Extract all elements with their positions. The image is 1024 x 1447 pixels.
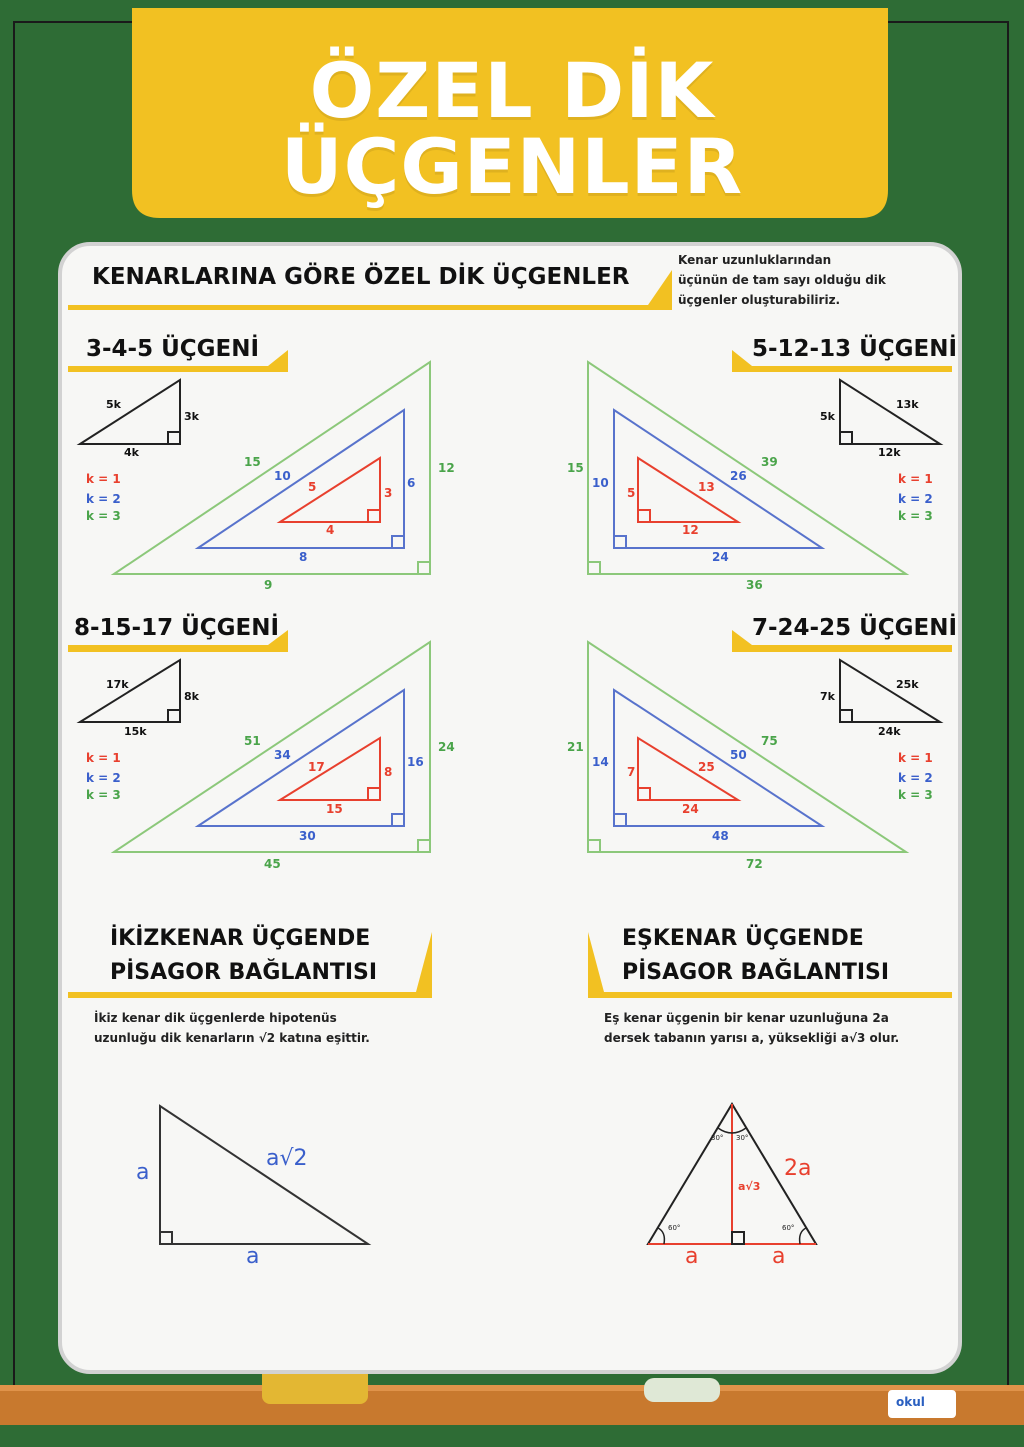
t72425-green-hyp: 75 [761,734,778,748]
t51213-blue-hyp: 26 [730,469,747,483]
t72425-red-leg: 7 [627,765,636,779]
t51213-k1: k = 1 [898,472,933,486]
t51213-k2: k = 2 [898,492,933,506]
t81517-blue-hyp: 34 [274,748,291,762]
equilateral-title-line-2: PİSAGOR BAĞLANTISI [622,960,890,985]
t81517-red-hyp: 17 [308,760,325,774]
t72425-blue-base: 48 [712,829,729,843]
equilateral-desc-line-1: Eş kenar üçgenin bir kenar uzunluğuna 2a [604,1011,889,1025]
t345-green-base: 9 [264,578,273,592]
equilateral-angle-top-right: 30° [736,1134,749,1142]
isosceles-base-label: a [246,1244,260,1269]
equilateral-half-right-label: a [772,1244,786,1269]
equilateral-angle-right: 60° [782,1224,795,1232]
t81517-k3: k = 3 [86,788,121,802]
intro-note-line-2: üçünün de tam sayı olduğu dik [678,273,886,287]
t51213-red-hyp: 13 [698,480,715,494]
t51213-small-base: 12k [878,446,901,459]
t81517-green-hyp: 51 [244,734,261,748]
t81517-title: 8-15-17 ÜÇGENİ [74,615,280,641]
t51213-green-base: 36 [746,578,763,592]
t345-red-hyp: 5 [308,480,317,494]
t345-k2: k = 2 [86,492,121,506]
intro-note-line-3: üçgenler oluşturabiliriz. [678,293,841,307]
t81517-small-leg: 8k [184,690,199,703]
t72425-small-leg: 7k [820,690,835,703]
t72425-red-base: 24 [682,802,699,816]
intro-note-line-1: Kenar uzunluklarından [678,253,832,267]
t345-small-hyp: 5k [106,398,121,411]
t72425-small-base: 24k [878,725,901,738]
t72425-green-leg: 21 [567,740,584,754]
t72425-small-hyp: 25k [896,678,919,691]
t51213-blue-base: 24 [712,550,729,564]
t345-small-leg: 3k [184,410,199,423]
isosceles-hyp-label: a√2 [266,1146,308,1171]
t72425-title: 7-24-25 ÜÇGENİ [752,615,958,641]
isosceles-desc-line-2: uzunluğu dik kenarların √2 katına eşittir. [94,1031,370,1045]
t345-blue-leg: 6 [407,476,416,490]
equilateral-angle-left: 60° [668,1224,681,1232]
equilateral-side-label: 2a [784,1156,812,1181]
t81517-blue-leg: 16 [407,755,424,769]
t72425-k2: k = 2 [898,771,933,785]
t72425-blue-leg: 14 [592,755,609,769]
t51213-small-hyp: 13k [896,398,919,411]
isosceles-leg-label: a [136,1160,150,1185]
t81517-k2: k = 2 [86,771,121,785]
t345-k3: k = 3 [86,509,121,523]
chalk-piece [644,1378,720,1402]
t81517-small-hyp: 17k [106,678,129,691]
t51213-red-leg: 5 [627,486,636,500]
t345-red-base: 4 [326,523,335,537]
t51213-k3: k = 3 [898,509,933,523]
t345-title: 3-4-5 ÜÇGENİ [86,336,260,362]
t81517-small-base: 15k [124,725,147,738]
t345-green-leg: 12 [438,461,455,475]
t81517-red-leg: 8 [384,765,393,779]
t345-small-base: 4k [124,446,139,459]
t51213-small-leg: 5k [820,410,835,423]
equilateral-desc-line-2: dersek tabanın yarısı a, yüksekliği a√3 olur. [604,1031,900,1045]
t81517-k1: k = 1 [86,751,121,765]
t345-red-leg: 3 [384,486,393,500]
t51213-red-base: 12 [682,523,699,537]
t72425-red-hyp: 25 [698,760,715,774]
title-line-2: ÜÇGENLER [280,122,744,211]
t81517-red-base: 15 [326,802,343,816]
ledge-highlight [0,1385,1024,1391]
t51213-green-leg: 15 [567,461,584,475]
t51213-green-hyp: 39 [761,455,778,469]
t345-blue-hyp: 10 [274,469,291,483]
t72425-green-base: 72 [746,857,763,871]
t72425-k3: k = 3 [898,788,933,802]
brand-logo-text: okul [896,1395,925,1409]
t72425-blue-hyp: 50 [730,748,747,762]
t81517-blue-base: 30 [299,829,316,843]
t81517-green-leg: 24 [438,740,455,754]
isosceles-title-line-2: PİSAGOR BAĞLANTISI [110,960,378,985]
equilateral-angle-top-left: 30° [711,1134,724,1142]
isosceles-title-line-1: İKİZKENAR ÜÇGENDE [110,926,371,951]
t72425-k1: k = 1 [898,751,933,765]
t51213-title: 5-12-13 ÜÇGENİ [752,336,958,362]
t345-blue-base: 8 [299,550,308,564]
equilateral-title-line-1: EŞKENAR ÜÇGENDE [622,926,864,951]
t345-green-hyp: 15 [244,455,261,469]
isosceles-desc-line-1: İkiz kenar dik üçgenlerde hipotenüs [94,1011,337,1025]
t51213-blue-leg: 10 [592,476,609,490]
equilateral-height-label: a√3 [738,1180,761,1193]
intro-section-title: KENARLARINA GÖRE ÖZEL DİK ÜÇGENLER [92,264,630,290]
t345-k1: k = 1 [86,472,121,486]
t81517-green-base: 45 [264,857,281,871]
title-line-1: ÖZEL DİK [309,46,715,135]
equilateral-half-left-label: a [685,1244,699,1269]
